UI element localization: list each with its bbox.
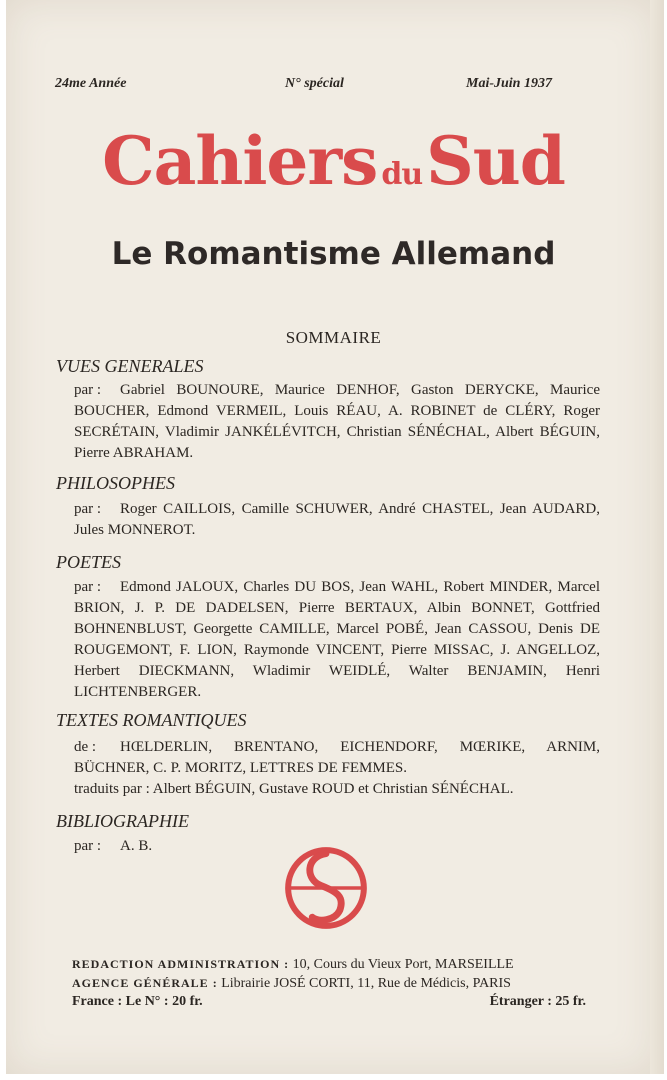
redaction-label: REDACTION ADMINISTRATION : <box>72 957 290 971</box>
contents-heading: SOMMAIRE <box>285 328 382 347</box>
masthead-part1: Cahiers <box>102 122 378 200</box>
masthead-title <box>0 122 667 200</box>
footer-redaction <box>72 957 586 973</box>
section-text: Roger CAILLOIS, Camille SCHUWER, André CHASTEL, Jean AUDARD, Jules MONNEROT. <box>74 501 600 538</box>
section-title-biblio: BIBLIOGRAPHIE <box>56 811 189 831</box>
issue-subtitle: Le Romantisme Allemand <box>111 236 556 272</box>
section-lead: par : <box>74 382 102 398</box>
section-body-philosophes <box>74 499 600 541</box>
section-lead: par : <box>74 501 102 517</box>
section-text: Gabriel BOUNOURE, Maurice DENHOF, Gaston DERYCKE, Maurice BOUCHER, Edmond VERMEIL, Louis RÉAU, A. ROBINET de CLÉRY, Roger SECRÉTAIN, Vladimir JANKÉLÉVITCH, Christian SÉNÉCHAL, Albert BÉGUIN, Pierre ABRAHAM. <box>74 382 600 461</box>
redaction-address: 10, Cours du Vieux Port, MARSEILLE <box>292 957 514 972</box>
price-etranger: Étranger : 25 fr. <box>489 994 586 1009</box>
section-body-poetes <box>74 577 600 703</box>
section-title-philosophes: PHILOSOPHES <box>56 473 175 493</box>
section-lead: de : <box>74 739 97 755</box>
section-title-textes: TEXTES ROMANTIQUES <box>56 710 247 730</box>
masthead-part2: du <box>381 157 423 192</box>
section-title-vues: VUES GENERALES <box>56 356 204 376</box>
section-text: Edmond JALOUX, Charles DU BOS, Jean WAHL, Robert MINDER, Marcel BRION, J. P. DE DADELSEN, Pierre BERTAUX, Albin BONNET, Gottfried BOHNENBLUST, Georgette CAMILLE, Marcel POBÉ, Jean CASSOU, Denis DE ROUGEMONT, F. LION, Raymonde VINCENT, Pierre MISSAC, J. ANGELLOZ, Herbert DIECKMANN, Wladimir WEIDLÉ, Walter BENJAMIN, Henri LICHTENBERGER. <box>74 579 600 700</box>
section-body-textes <box>74 737 600 800</box>
issue-label: N° spécial <box>285 76 344 91</box>
section-title-poetes: POETES <box>56 552 121 572</box>
section-text: HŒLDERLIN, BRENTANO, EICHENDORF, MŒRIKE, ARNIM, BÜCHNER, C. P. MORITZ, LETTRES DE FEMMES. <box>74 739 600 776</box>
publisher-logo-icon <box>283 845 369 931</box>
footer-agence <box>72 976 586 992</box>
date-label: Mai-Juin 1937 <box>466 76 552 91</box>
translators-lead: traduits par : <box>74 781 150 797</box>
section-lead: par : <box>74 838 102 854</box>
year-label: 24me Année <box>55 76 127 91</box>
translators-text: Albert BÉGUIN, Gustave ROUD et Christian SÉNÉCHAL. <box>152 781 514 797</box>
masthead-part3: Sud <box>426 122 565 200</box>
price-france: France : Le N° : 20 fr. <box>72 994 203 1009</box>
section-body-vues <box>74 380 600 464</box>
footer-prices <box>72 994 586 1010</box>
section-lead: par : <box>74 579 102 595</box>
agence-label: AGENCE GÉNÉRALE : <box>72 976 218 990</box>
section-text: A. B. <box>120 838 153 854</box>
agence-address: Librairie JOSÉ CORTI, 11, Rue de Médicis, PARIS <box>221 976 511 991</box>
